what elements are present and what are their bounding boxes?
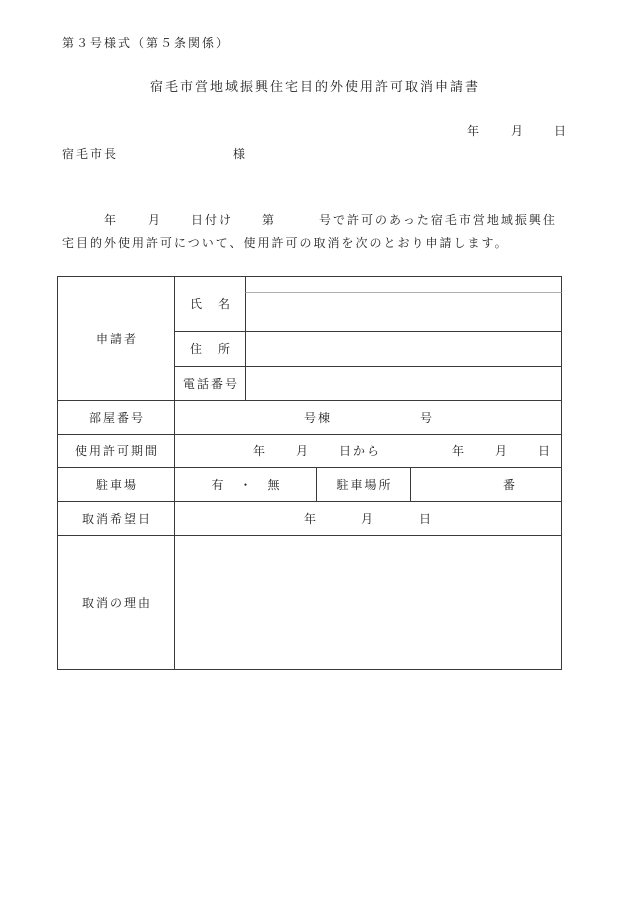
parking-choice-cell bbox=[174, 467, 317, 502]
permit-period-label-cell bbox=[57, 434, 175, 468]
reason-label: 取消の理由 bbox=[81, 595, 152, 610]
period-from-day: 日から bbox=[339, 444, 382, 458]
applicant-label: 申請者 bbox=[95, 331, 138, 346]
period-from-month: 月 bbox=[296, 444, 311, 458]
period-from-year: 年 bbox=[253, 444, 268, 458]
application-date-month: 月 bbox=[511, 124, 526, 138]
cancel-date-label-cell bbox=[57, 501, 175, 536]
name-label-cell bbox=[174, 276, 246, 332]
addressee-honorific: 様 bbox=[233, 147, 248, 161]
document-title: 宿毛市営地域振興住宅目的外使用許可取消申請書 bbox=[149, 80, 480, 95]
phone-field bbox=[245, 366, 562, 401]
phone-label-cell bbox=[174, 366, 246, 401]
parking-number-suffix: 番 bbox=[503, 477, 518, 492]
building-suffix: 号棟 bbox=[304, 410, 333, 425]
permit-period-field bbox=[174, 434, 562, 468]
name-label: 氏 名 bbox=[189, 297, 232, 311]
reason-label-cell bbox=[57, 535, 175, 670]
addressee-name: 宿毛市長 bbox=[62, 147, 119, 161]
parking-number-field bbox=[410, 467, 562, 502]
statement-month: 月 bbox=[148, 213, 163, 227]
reason-field bbox=[174, 535, 562, 670]
statement-line2-text: 宅目的外使用許可について、使用許可の取消を次のとおり申請します。 bbox=[62, 236, 509, 250]
cancel-date-month: 月 bbox=[361, 511, 376, 526]
statement-year: 年 bbox=[104, 213, 119, 227]
room-number-label: 部屋番号 bbox=[88, 410, 145, 425]
parking-choice: 有 ・ 無 bbox=[211, 477, 282, 492]
cancel-date-label: 取消希望日 bbox=[81, 511, 152, 526]
parking-label-cell bbox=[57, 467, 175, 502]
statement-line1-text: 号で許可のあった宿毛市営地域振興住 bbox=[319, 213, 557, 227]
address-field bbox=[245, 331, 562, 367]
application-date-year: 年 bbox=[467, 124, 482, 138]
phone-label: 電話番号 bbox=[182, 376, 239, 391]
furigana-field bbox=[245, 276, 562, 293]
applicant-label-cell bbox=[57, 276, 175, 401]
address-label: 住 所 bbox=[189, 342, 232, 356]
room-suffix: 号 bbox=[420, 410, 435, 425]
statement-day: 日付け bbox=[191, 213, 234, 227]
form-number: 第３号様式（第５条関係） bbox=[62, 36, 231, 50]
name-field bbox=[245, 293, 562, 332]
cancel-date-year: 年 bbox=[304, 511, 319, 526]
period-to-month: 月 bbox=[495, 444, 510, 458]
permit-period-label: 使用許可期間 bbox=[74, 444, 159, 458]
period-to-year: 年 bbox=[452, 444, 467, 458]
room-number-label-cell bbox=[57, 400, 175, 435]
application-date-day: 日 bbox=[554, 124, 569, 138]
parking-label: 駐車場 bbox=[95, 477, 138, 492]
statement-number-prefix: 第 bbox=[262, 213, 277, 227]
cancel-date-day: 日 bbox=[419, 511, 434, 526]
cancel-date-field bbox=[174, 501, 562, 536]
room-number-field bbox=[174, 400, 562, 435]
parking-place-label: 駐車場所 bbox=[336, 477, 393, 492]
parking-place-label-cell bbox=[316, 467, 411, 502]
application-table bbox=[57, 276, 562, 670]
address-label-cell bbox=[174, 331, 246, 367]
period-to-day: 日 bbox=[538, 444, 553, 458]
